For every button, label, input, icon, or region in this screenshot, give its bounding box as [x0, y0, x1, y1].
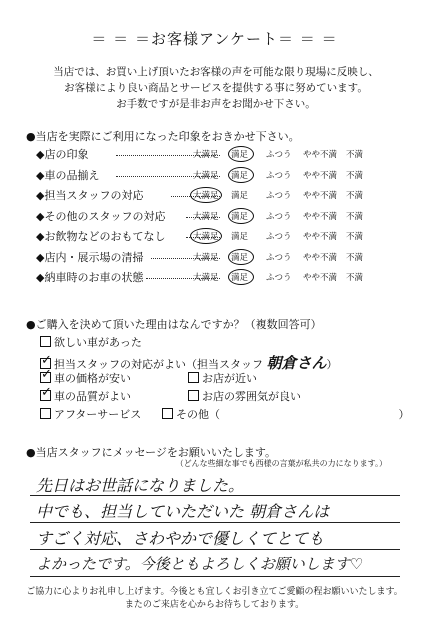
rating-option[interactable]: 大満足	[193, 150, 219, 160]
rating-option[interactable]: やや不満	[303, 191, 338, 201]
rating-row	[36, 167, 406, 185]
rating-option[interactable]: 大満足	[193, 252, 219, 263]
rating-option[interactable]: 満足	[231, 170, 249, 181]
rating-option[interactable]: 満足	[231, 232, 249, 242]
rating-row	[36, 187, 406, 205]
rating-option[interactable]: ふつう	[266, 191, 292, 201]
choice-label: お店が近い	[202, 372, 257, 385]
ruled-line	[30, 575, 400, 577]
rating-item-label: ◆その他のスタッフの対応	[36, 209, 166, 223]
q2-heading: ●ご購入を決めて頂いた理由はなんですか？（複数回答可）	[26, 318, 322, 331]
choice-label: 車の品質がよい	[54, 390, 131, 403]
staff-name: 朝倉さん	[266, 354, 327, 372]
selection-circle	[228, 208, 254, 224]
checkbox[interactable]	[162, 408, 173, 419]
rating-option[interactable]: ふつう	[266, 150, 292, 160]
rating-option[interactable]: やや不満	[303, 211, 338, 222]
footer-line: またのご来店を心からお待ちしております。	[124, 600, 305, 610]
rating-option[interactable]: やや不満	[303, 273, 338, 283]
rating-item-label: ◆店内・展示場の清掃	[36, 250, 144, 264]
ruled-line	[30, 494, 400, 496]
checkbox[interactable]	[40, 408, 51, 419]
checkbox[interactable]	[40, 336, 51, 347]
intro-line: 当店では、お買い上げ頂いたお客様の声を可能な限り現場に反映し、	[53, 66, 379, 78]
choice-paren: ）	[326, 358, 338, 371]
choice-good-atmosphere[interactable]	[188, 388, 301, 404]
rating-option[interactable]: 満足	[231, 150, 249, 160]
rating-row	[36, 208, 406, 226]
rating-row	[36, 146, 406, 164]
rating-option[interactable]: 不満	[346, 232, 364, 242]
rating-item-label: ◆お飲物などのおもてなし	[36, 230, 166, 243]
rating-option[interactable]: 大満足	[193, 170, 219, 181]
rating-option[interactable]: やや不満	[303, 252, 338, 263]
checkbox[interactable]	[188, 390, 199, 401]
checkbox[interactable]	[188, 372, 199, 383]
checkbox[interactable]: ✓	[41, 385, 52, 400]
rating-option[interactable]: 大満足	[193, 273, 219, 283]
rating-item-label: ◆車の品揃え	[36, 168, 100, 182]
selection-circle	[190, 187, 222, 203]
q3-heading: ●当店スタッフにメッセージをお願いいたします。	[26, 446, 277, 459]
rating-row	[36, 249, 406, 267]
choice-good-quality[interactable]	[40, 385, 131, 404]
rating-item-label: ◆担当スタッフの対応	[36, 189, 144, 202]
rating-option[interactable]: 不満	[346, 252, 364, 263]
rating-item-label: ◆納車時のお車の状態	[36, 271, 144, 284]
message-line: すごく対応、さわやかで優しくてとても	[36, 529, 325, 548]
rating-option[interactable]: 大満足	[193, 211, 219, 222]
choice-low-price[interactable]	[40, 367, 131, 386]
message-line: 先日はお世話になりました。	[36, 476, 245, 495]
choice-label: アフターサービス	[54, 408, 142, 421]
footer-line: ご協力に心よりお礼申し上げます。今後とも宜しくお引き立てご愛顧の程お願いいたします。	[26, 587, 403, 597]
selection-circle	[228, 249, 254, 265]
rating-option[interactable]: 不満	[346, 273, 364, 283]
rating-option[interactable]: 大満足	[193, 191, 219, 201]
rating-option[interactable]: ふつう	[266, 252, 292, 263]
rating-option[interactable]: ふつう	[266, 170, 292, 181]
choice-paren: ）	[398, 408, 410, 421]
choice-wanted-car[interactable]	[40, 334, 142, 350]
intro-text	[10, 64, 422, 112]
choice-label: その他（	[176, 408, 220, 421]
selection-circle	[190, 228, 222, 244]
survey-title: ＝ ＝ ＝お客様アンケート＝ ＝ ＝	[91, 30, 338, 48]
rating-option[interactable]: やや不満	[303, 150, 338, 160]
rating-option[interactable]: 満足	[231, 211, 249, 222]
rating-option[interactable]: ふつう	[266, 211, 292, 222]
choice-after-service[interactable]	[40, 406, 141, 422]
choice-near-store[interactable]	[188, 370, 257, 386]
checkbox[interactable]: ✓	[41, 353, 52, 368]
rating-option[interactable]: 不満	[346, 211, 364, 222]
ruled-line	[30, 521, 400, 523]
message-line: 中でも、担当していただいた 朝倉さんは	[36, 502, 330, 521]
intro-line: お手数ですが是非お声をお聞かせ下さい。	[116, 98, 316, 110]
footer-text	[0, 586, 429, 612]
rating-option[interactable]: 不満	[346, 170, 364, 181]
rating-option[interactable]: 大満足	[193, 232, 219, 242]
selection-circle	[228, 269, 254, 285]
rating-item-label: ◆店の印象	[36, 148, 89, 161]
message-line: よかったです。今後ともよろしくお願いします♡	[36, 555, 364, 573]
ruled-line	[30, 548, 400, 550]
rating-option[interactable]: 満足	[231, 273, 249, 283]
choice-label: 担当スタッフの対応がよい（担当スタッフ	[54, 358, 263, 371]
rating-option[interactable]: やや不満	[303, 170, 338, 181]
checkbox[interactable]: ✓	[41, 367, 52, 382]
intro-line: お客様により良い商品とサービスを提供する事に努めています。	[64, 82, 368, 94]
rating-row	[36, 269, 406, 287]
rating-option[interactable]: 不満	[346, 150, 364, 160]
selection-circle	[228, 146, 254, 162]
q1-heading: ●当店を実際にご利用になった印象をおきかせ下さい。	[26, 130, 300, 143]
choice-other[interactable]	[162, 406, 410, 422]
q3-subnote: （どんな些細な事でも西様の言葉が私共の力になります。）	[175, 459, 387, 468]
rating-row	[36, 228, 406, 246]
choice-label: お店の雰囲気が良い	[202, 390, 301, 403]
rating-option[interactable]: ふつう	[266, 232, 292, 242]
choice-label: 車の価格が安い	[54, 372, 131, 385]
rating-option[interactable]: 満足	[231, 191, 249, 201]
rating-option[interactable]: 満足	[231, 252, 249, 263]
choice-label: 欲しい車があった	[54, 336, 142, 349]
rating-option[interactable]: 不満	[346, 191, 364, 201]
selection-circle	[228, 167, 254, 183]
rating-option[interactable]: やや不満	[303, 232, 338, 242]
rating-option[interactable]: ふつう	[266, 273, 292, 283]
